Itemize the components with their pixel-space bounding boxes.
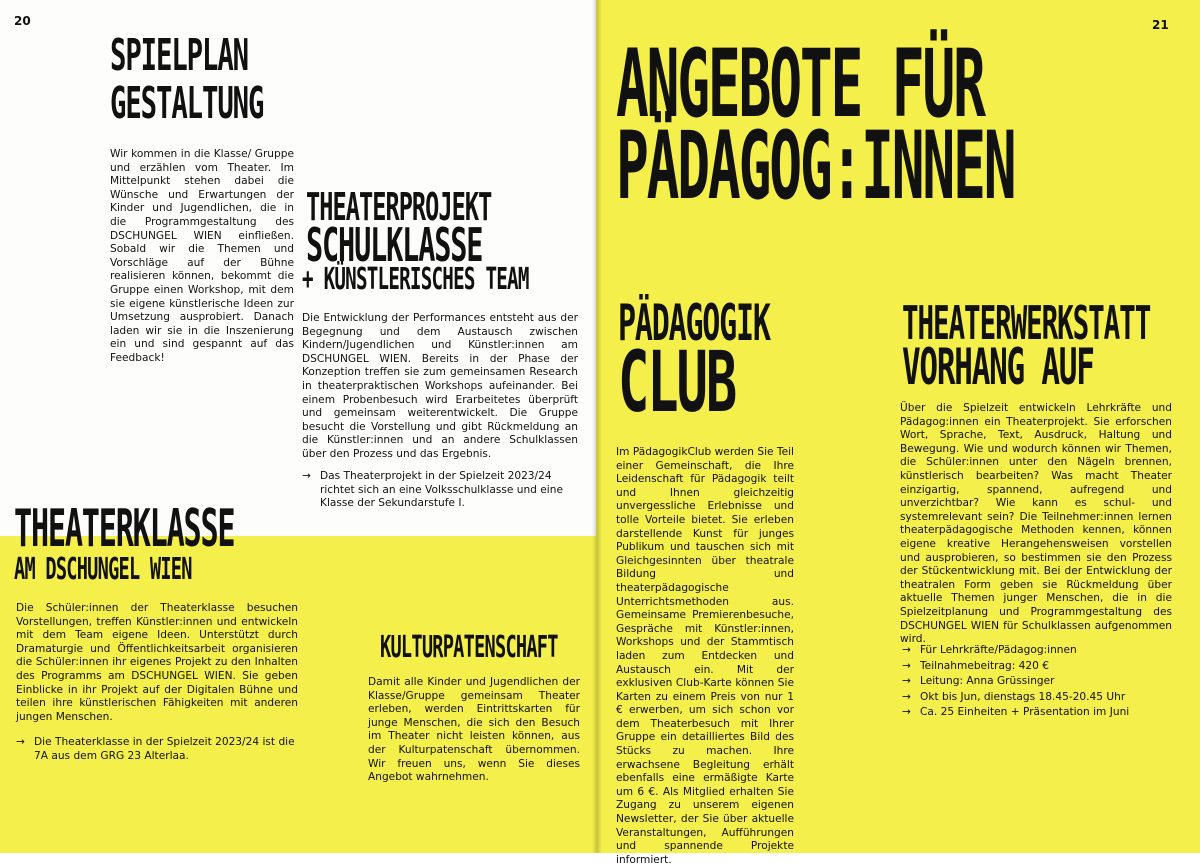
fact-text: Für Lehrkräfte/Pädagog:innen (920, 644, 1077, 656)
kulturpatenschaft-title: KULTURPATENSCHAFT (380, 630, 558, 665)
arrow-right-icon: → (16, 736, 25, 748)
club-title-line1: PÄDAGOGIK (618, 294, 770, 352)
theaterklasse-title-line2: AM DSCHUNGEL WIEN (14, 552, 192, 587)
werkstatt-title-line1: THEATERWERKSTATT (902, 296, 1151, 350)
werkstatt-facts (902, 644, 1174, 722)
arrow-right-icon: → (902, 675, 911, 688)
spielplan-paragraph: Wir kommen in die Klasse/ Gruppe und erzählen vom Theater. Im Mittelpunkt stehen dabei die Wünsche und Erwartungen der Kinder und Jugendlichen, die in die Programmgestaltung des DSCHUNGEL WIEN einfließen. Sobald wir die Themen und Vorschläge auf der Bühne realisieren können, bekommt die Gruppe einen Workshop, mit dem sie eigene künstlerische Ideen zur Umsetzung ausprobiert. Danach laden wir sie in die Inszenierung ein und sind gespannt auf das Feedback! (110, 148, 294, 364)
werkstatt-title-line2: VORHANG AUF (902, 338, 1094, 396)
kulturpatenschaft-text (368, 676, 580, 785)
fact-text: Ca. 25 Einheiten + Präsentation im Juni (920, 706, 1130, 719)
theaterprojekt-paragraph: Die Entwicklung der Performances entsteht aus der Begegnung und dem Austausch zwischen Kindern/Jugendlichen und Künstler:innen am DSCHUNGEL WIEN. Bereits in der Phase der Konzeption treffen sie zum gemeinsamen Research in theaterpraktischen Workshops aufeinander. Bei einem Probenbesuch wird Erarbeitetes überprüft und gemeinsam weiterentwickelt. Die Gruppe besucht die Vorstellung und gibt Rückmeldung an die Künstler:innen und an andere Schulklassen über den Prozess und das Ergebnis. (302, 312, 578, 460)
arrow-right-icon: → (902, 644, 911, 656)
fact-item (902, 691, 1174, 705)
fact-text: Okt bis Jun, dienstags 18.45-20.45 Uhr (920, 690, 1126, 703)
werkstatt-paragraph: Über die Spielzeit entwickeln Lehrkräfte und Pädagog:innen ein Theaterprojekt. Sie erforschen Wort, Sprache, Text, Ausdruck, Haltung und Bewegung. Wie und wodurch können wir Themen, die Schüler:innen unter den Nägeln brennen, künstlerisch bearbeiten? Was macht Theater einzigartig, spannend, aufregend und unverzichtbar? Wie kann es schul- und systemrelevant sein? Die Teilnehmer:innen lernen theaterpädagogische Methoden kennen, können eigene kreative Herangehensweisen vorstellen und ausprobieren, so bestimmen sie den Prozess der Stückentwicklung mit. Bei der Entwicklung der theatralen Form geben sie Rückmeldung über aktuelle Themen junger Menschen, die in die Spielzeitplanung und Programmgestaltung des DSCHUNGEL WIEN für Schulklassen aufgenommen wird. (900, 402, 1172, 646)
fact-item (902, 706, 1174, 720)
theaterklasse-note-text: Die Theaterklasse in der Spielzeit 2023/24 ist die 7A aus dem GRG 23 Alterlaa. (34, 736, 295, 762)
fact-item (902, 644, 1174, 658)
theaterprojekt-title-line1: THEATERPROJEKT (306, 185, 492, 229)
theaterklasse-text (16, 602, 298, 724)
kulturpatenschaft-paragraph: Damit alle Kinder und Jugendlichen der Klasse/Gruppe gemeinsam Theater erleben, werden Eintrittskarten für junge Menschen, die sich den Besuch im Theater nicht leisten können, aus der Kulturpatenschaft übernommen. Wir freuen uns, wenn Sie dieses Angebot wahrnehmen. (368, 676, 580, 784)
facts-list (902, 644, 1174, 720)
fact-item (902, 660, 1174, 674)
right-page (596, 0, 1200, 866)
headline-line1: ANGEBOTE FÜR (616, 30, 984, 139)
spielplan-title-line1: SPIELPLAN (110, 30, 248, 81)
theaterprojekt-title-line2: SCHULKLASSE (306, 218, 483, 272)
club-paragraph: Im PädagogikClub werden Sie Teil einer Gemeinschaft, die Ihre Leidenschaft für Pädagogik teilt und Ihnen gleichzeitig unvergessliche Erlebnisse und tolle Vorteile bietet. Sie erleben darstellende Kunst für junges Publikum und tauschen sich mit Gleichgesinnten über theatrale Bildung und theaterpädagogische Unterrichtsmethoden aus. Gemeinsame Premierenbesuche, Gespräche mit Künstler:innen, Workshops und der Stammtisch laden zum Entdecken und Austausch ein. Mit der exklusiven Club-Karte können Sie Karten zu einem Preis von nur 1 € erwerben, um sich schon vor dem Theaterbesuch mit Ihrer Gruppe ein detailliertes Bild des Stücks zu machen. Ihre erwachsene Begleitung erhält ebenfalls eine ermäßigte Karte um 6 €. Als Mitglied erhalten Sie Zugang zu unserem eigenen Newsletter, der Sie über aktuelle Veranstaltungen, Aufführungen und spannende Projekte informiert. (616, 446, 794, 866)
arrow-right-icon: → (902, 659, 911, 672)
arrow-right-icon: → (902, 706, 911, 719)
theaterklasse-paragraph: Die Schüler:innen der Theaterklasse besuchen Vorstellungen, treffen Künstler:innen und entwickeln mit dem Team eigene Ideen. Unterstützt durch Dramaturgie und Öffentlichkeitsarbeit organisieren die Schüler:innen ihr eigenes Projekt zu den Inhalten des Programms am DSCHUNGEL WIEN. Sie geben Einblicke in ihr Projekt auf der Digitalen Bühne und teilen ihre künstlerischen Fähigkeiten mit anderen jungen Menschen. (16, 602, 298, 723)
theaterprojekt-note-text: Das Theaterprojekt in der Spielzeit 2023/24 richtet sich an eine Volksschulklasse und eine Klasse der Sekundarstufe I. (320, 470, 563, 510)
fact-item (902, 675, 1174, 689)
page-number-right: 21 (1152, 18, 1169, 32)
spielplan-title-line2: GESTALTUNG (110, 78, 264, 129)
theaterklasse-note (16, 736, 298, 765)
theaterklasse-note-item (16, 736, 298, 763)
club-text (616, 446, 794, 867)
werkstatt-text (900, 402, 1172, 647)
page-number-left: 20 (14, 14, 31, 28)
fact-text: Leitung: Anna Grüssinger (920, 675, 1055, 688)
page-gutter (592, 0, 602, 853)
theaterprojekt-note-item (302, 470, 578, 511)
theaterprojekt-note (302, 470, 578, 513)
spielplan-text (110, 148, 294, 366)
theaterprojekt-text (302, 312, 578, 462)
club-title-line2: CLUB (618, 333, 736, 431)
headline-line2: PÄDAGOG:INNEN (616, 112, 1015, 221)
theaterklasse-title-line1: THEATERKLASSE (14, 499, 235, 559)
arrow-right-icon: → (302, 470, 311, 482)
theaterprojekt-title-line3: + KÜNSTLERISCHES TEAM (302, 262, 529, 297)
fact-text: Teilnahmebeitrag: 420 € (920, 659, 1050, 672)
left-page (0, 0, 596, 853)
arrow-right-icon: → (902, 690, 911, 703)
